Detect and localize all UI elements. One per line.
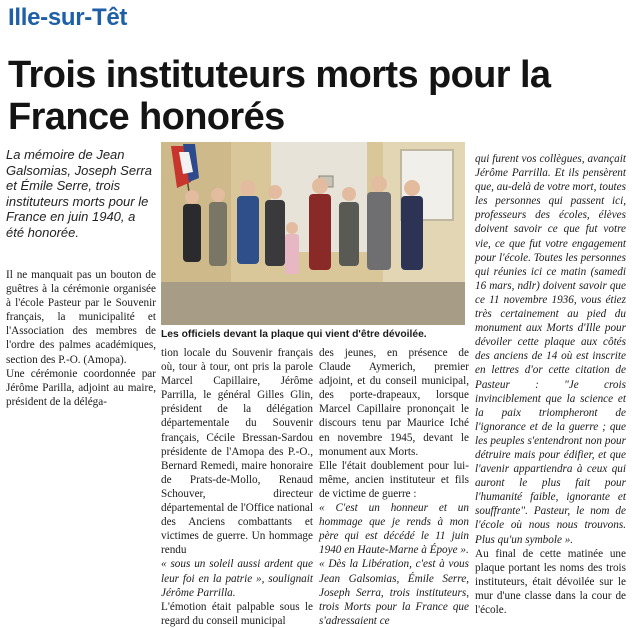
photo-caption: Les officiels devant la plaque qui vient d'être dévoilée. [161,329,427,340]
quote: « sous un soleil aussi ardent que leur foi en la patrie », soulignait Jérôme Parrilla. [161,558,313,599]
paragraph: Au final de cette matinée une plaque portant les noms des trois instituteurs, était dévoilée sur le mur d'une classe dans la cour de l'école. [475,547,626,616]
quote: « Dès la Libération, c'est à vous Jean Galsomias, Émile Serre, Joseph Serra, trois instituteurs, trois Morts pour la France que s'adressaient ce [319,558,469,627]
paragraph: Il ne manquait pas un bouton de guêtres à la cérémonie organisée à l'école Pasteur par le Souvenir français, la municipalité et l'Association des membres de l'ordre des palmes académiques, section des P.-O. (Amopa). [6,269,156,366]
article-headline: Trois instituteurs morts pour la France honorés [8,54,551,138]
paragraph: Une cérémonie coordonnée par Jérôme Parilla, adjoint au maire, président de la déléga- [6,367,156,408]
text-column-3 [319,346,469,628]
paragraph: tion locale du Souvenir français où, tour à tour, ont pris la parole Marcel Capillaire, Jérôme Parrilla, le général Gilles Glin, président de la délégation départementale du Souvenir français, Cécile Bressan-Sardou présidente de l'Amopa des P.-O., Bernard Remedi, maire honoraire de Prats-de-Mollo, Renaud Schouver, directeur départemental de l'Office national des Anciens combattants et victimes de guerre. Un hommage rendu [161,347,313,557]
quote: « C'est un honneur et un hommage que je rends à mon père qui est décédé le 11 juin 1940 en Haute-Marne à Époye ». [319,502,469,557]
article-photo [161,142,465,325]
article-chapo: La mémoire de Jean Galsomias, Joseph Serra et Émile Serre, trois instituteurs morts pour le France en juin 1940, a été honorée. [6,147,152,240]
paragraph: Elle l'était doublement pour lui-même, ancien instituteur et fils de victime de guerre : [319,459,469,500]
text-column-2 [161,346,313,628]
paragraph: L'émotion était palpable sous le regard du conseil municipal [161,600,313,627]
text-column-4 [475,152,626,617]
paragraph: des jeunes, en présence de Claude Aymerich, premier adjoint, et du conseil municipal, des porte-drapeaux, lorsque Marcel Capillaire prononçait le discours tenu par Maurice Iché en novembre 1945, devant le monument aux Morts. [319,347,469,458]
quote: qui furent vos collègues, avançait Jérôme Parrilla. Et ils pensèrent que, au-delà de votre mort, toutes les personnes qui passent ici, professeurs des écoles, élèves doivent savoir ce que fut votre vie, ce que fut votre engagement pour l'école. Toutes les personnes qui réunies ici ce matin (samedi 16 mars, ndlr) doivent savoir que ce 11 novembre 1936, vous étiez très certainement au pied du monument aux Morts d'Ille pour dévoiler cette plaque aux côtés des anciens de 14 où est inscrite en lettres d'or cette citation de Pasteur : "Je crois invinciblement que la science et la paix triompheront de l'ignorance et de la guerre ; que les peuples s'entendront non pour détruire mais pour édifier, et que l'avenir appartiendra à ceux qui auront le plus fait pour l'humanité faible, ignorante et souffrante". Pasteur, le nom de l'école où nous nous trouvons. Plus qu'un symbole ». [475,153,626,546]
text-column-1 [6,268,156,409]
section-kicker: Ille-sur-Têt [8,4,128,31]
